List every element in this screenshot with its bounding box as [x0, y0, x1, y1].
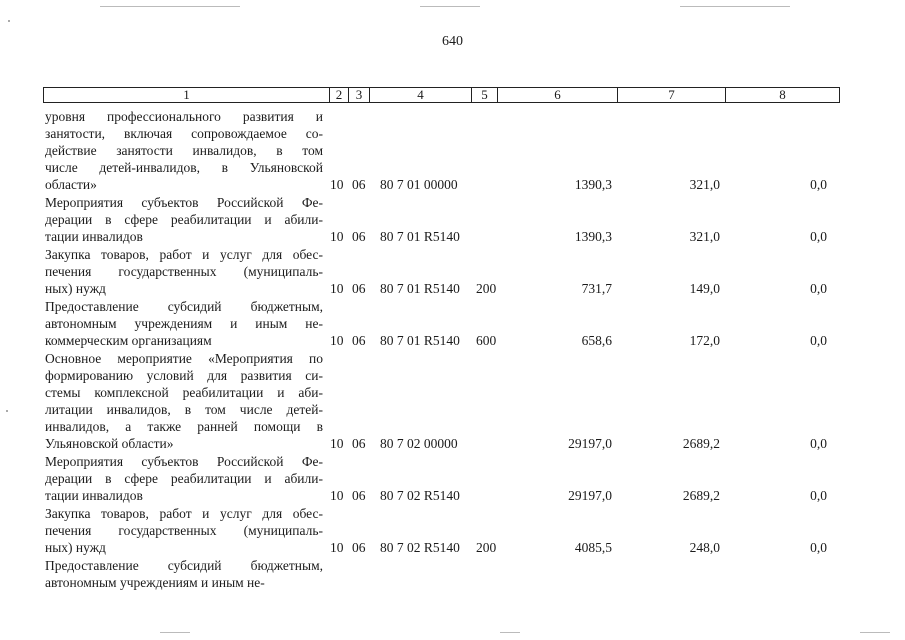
description-line: Закупка товаров, работ и услуг для обес- — [45, 506, 323, 521]
target-article-code: 80 7 02 R5140 — [380, 540, 460, 555]
row-description — [45, 350, 323, 452]
description-line: Предоставление субсидий бюджетным, — [45, 558, 323, 573]
description-line: Ульяновской области» — [45, 436, 174, 451]
amount-col-8: 0,0 — [810, 488, 827, 503]
target-article-code: 80 7 01 R5140 — [380, 281, 460, 296]
expense-type-code: 600 — [476, 333, 497, 348]
table-header-cell: 5 — [472, 88, 498, 102]
amount-col-7: 149,0 — [689, 281, 720, 296]
table-header-cell: 4 — [370, 88, 472, 102]
scan-artifact — [500, 632, 520, 633]
amount-col-6: 1390,3 — [574, 229, 612, 244]
description-line: Закупка товаров, работ и услуг для обес- — [45, 247, 323, 262]
target-article-code: 80 7 01 00000 — [380, 177, 458, 192]
table-header — [43, 87, 840, 103]
expense-type-code: 200 — [476, 281, 497, 296]
subsection-code: 06 — [352, 436, 366, 451]
scan-artifact — [860, 632, 890, 633]
description-line: Мероприятия субъектов Российской Фе- — [45, 454, 323, 469]
description-line: ных) нужд — [45, 281, 106, 296]
target-article-code: 80 7 01 R5140 — [380, 229, 460, 244]
section-code: 10 — [330, 488, 344, 503]
amount-col-8: 0,0 — [810, 333, 827, 348]
amount-col-6: 1390,3 — [574, 177, 612, 192]
amount-col-7: 248,0 — [689, 540, 720, 555]
description-line: дерации в сфере реабилитации и абили- — [45, 212, 323, 227]
amount-col-7: 2689,2 — [682, 436, 720, 451]
description-line: уровня профессионального развития и — [45, 109, 323, 124]
amount-col-6: 29197,0 — [568, 436, 612, 451]
row-description — [45, 557, 323, 591]
section-code: 10 — [330, 281, 344, 296]
target-article-code: 80 7 01 R5140 — [380, 333, 460, 348]
description-line: Мероприятия субъектов Российской Фе- — [45, 195, 323, 210]
table-header-cell: 2 — [330, 88, 349, 102]
scan-artifact — [160, 632, 190, 633]
description-line: коммерческим организациям — [45, 333, 212, 348]
amount-col-7: 321,0 — [689, 229, 720, 244]
section-code: 10 — [330, 333, 344, 348]
table-row — [0, 350, 905, 452]
scan-artifact — [8, 20, 10, 22]
row-description — [45, 246, 323, 297]
row-description — [45, 194, 323, 245]
amount-col-8: 0,0 — [810, 177, 827, 192]
target-article-code: 80 7 02 00000 — [380, 436, 458, 451]
amount-col-6: 29197,0 — [568, 488, 612, 503]
description-line: литации инвалидов, в том числе детей- — [45, 402, 323, 417]
amount-col-7: 321,0 — [689, 177, 720, 192]
description-line: инвалидов, а также ранней помощи в — [45, 419, 323, 434]
scan-artifact — [100, 6, 240, 7]
row-description — [45, 298, 323, 349]
section-code: 10 — [330, 436, 344, 451]
section-code: 10 — [330, 177, 344, 192]
description-line: ных) нужд — [45, 540, 106, 555]
target-article-code: 80 7 02 R5140 — [380, 488, 460, 503]
row-description — [45, 453, 323, 504]
subsection-code: 06 — [352, 540, 366, 555]
description-line: Основное мероприятие «Мероприятия по — [45, 351, 323, 366]
description-line: тации инвалидов — [45, 488, 143, 503]
description-line: формированию условий для развития си- — [45, 368, 323, 383]
description-line: автономным учреждениям и иным не- — [45, 316, 323, 331]
description-line: действие занятости инвалидов, в том — [45, 143, 323, 158]
amount-col-7: 2689,2 — [682, 488, 720, 503]
table-header-cell: 6 — [498, 88, 618, 102]
description-line: стемы комплексной реабилитации и аби- — [45, 385, 323, 400]
subsection-code: 06 — [352, 333, 366, 348]
subsection-code: 06 — [352, 177, 366, 192]
amount-col-6: 4085,5 — [574, 540, 612, 555]
table-row — [0, 453, 905, 504]
amount-col-6: 731,7 — [581, 281, 612, 296]
table-row — [0, 298, 905, 349]
table-row — [0, 194, 905, 245]
page-number: 640 — [442, 34, 463, 49]
subsection-code: 06 — [352, 488, 366, 503]
description-line: автономным учреждениям и иным не- — [45, 575, 265, 590]
table-row — [0, 505, 905, 556]
description-line: числе детей-инвалидов, в Ульяновской — [45, 160, 323, 175]
scan-artifact — [680, 6, 790, 7]
amount-col-8: 0,0 — [810, 281, 827, 296]
table-header-cell: 3 — [349, 88, 370, 102]
table-header-cell: 8 — [779, 87, 786, 102]
table-row — [0, 108, 905, 193]
amount-col-8: 0,0 — [810, 540, 827, 555]
table-row — [0, 246, 905, 297]
description-line: тации инвалидов — [45, 229, 143, 244]
table-header-cell: 7 — [618, 88, 726, 102]
description-line: печения государственных (муниципаль- — [45, 264, 323, 279]
row-description — [45, 505, 323, 556]
expense-type-code: 200 — [476, 540, 497, 555]
section-code: 10 — [330, 540, 344, 555]
row-description — [45, 108, 323, 193]
description-line: Предоставление субсидий бюджетным, — [45, 299, 323, 314]
amount-col-7: 172,0 — [689, 333, 720, 348]
table-header-cell: 1 — [44, 88, 330, 102]
amount-col-8: 0,0 — [810, 229, 827, 244]
description-line: занятости, включая сопровождаемое со- — [45, 126, 323, 141]
subsection-code: 06 — [352, 281, 366, 296]
scan-artifact — [420, 6, 480, 7]
amount-col-6: 658,6 — [581, 333, 612, 348]
description-line: печения государственных (муниципаль- — [45, 523, 323, 538]
description-line: дерации в сфере реабилитации и абили- — [45, 471, 323, 486]
description-line: области» — [45, 177, 97, 192]
subsection-code: 06 — [352, 229, 366, 244]
table-row — [0, 557, 905, 591]
section-code: 10 — [330, 229, 344, 244]
amount-col-8: 0,0 — [810, 436, 827, 451]
